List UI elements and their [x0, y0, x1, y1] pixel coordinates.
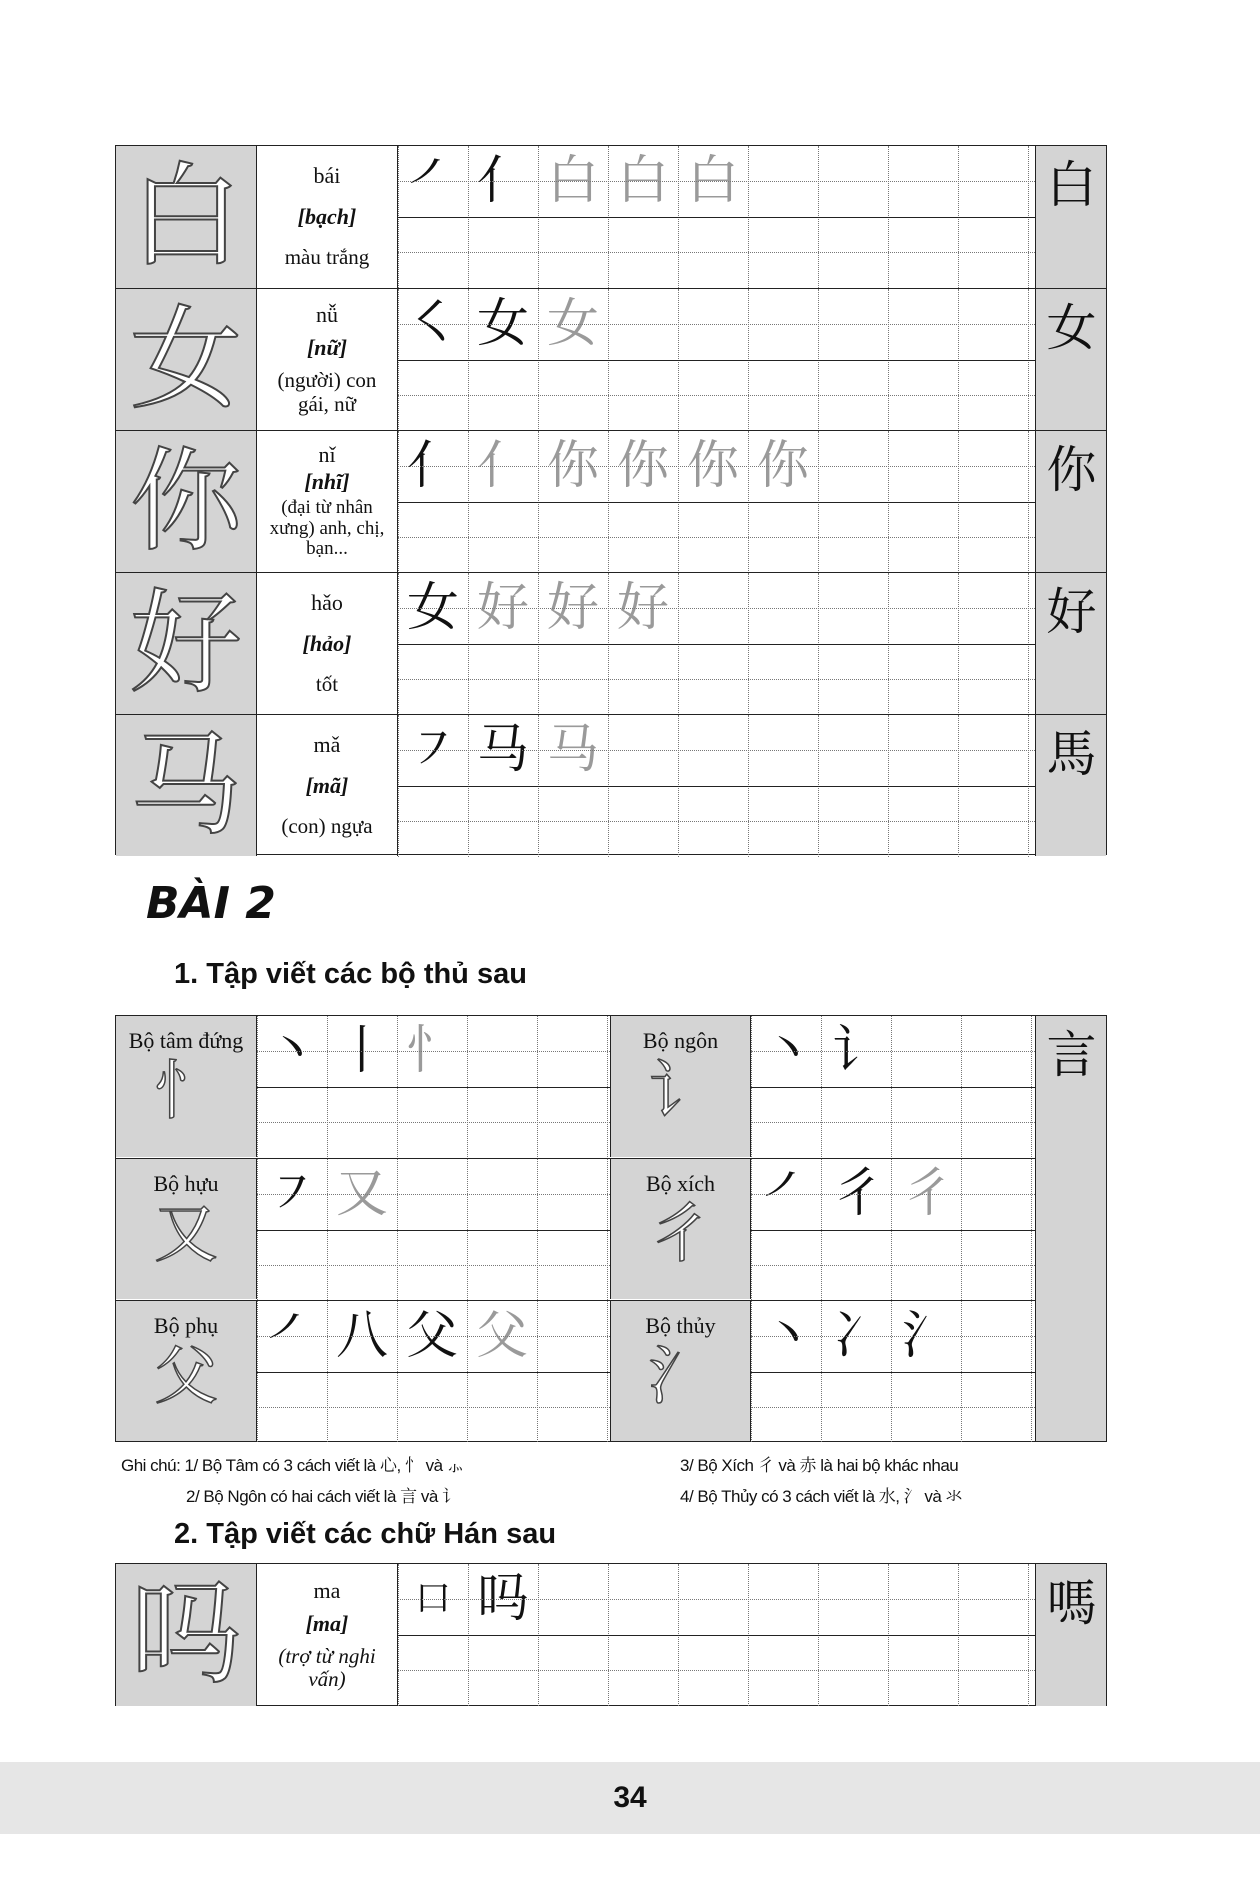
meaning: tốt	[315, 671, 339, 696]
radical-row	[116, 1016, 1106, 1157]
hanviet: [nữ]	[306, 335, 348, 361]
character-row	[116, 288, 1106, 430]
traditional-column	[1035, 146, 1106, 288]
note-1: Ghi chú: 1/ Bộ Tâm có 3 cách viết là 心, 忄 và ⺗	[121, 1456, 464, 1475]
stroke-step: 忄	[405, 1021, 458, 1081]
stroke-step: ㇇	[406, 720, 459, 780]
grid-row-line	[398, 217, 1037, 218]
stroke-step: 又	[335, 1164, 388, 1224]
note-4: 4/ Bộ Thủy có 3 cách viết là 水, 氵 và 氺	[680, 1487, 963, 1506]
traditional-column	[1035, 1564, 1106, 1706]
radical-name: Bộ hựu	[153, 1171, 219, 1196]
radical-character: 又	[154, 1198, 218, 1272]
traditional-character: 言	[1046, 1026, 1097, 1084]
stroke-step: 口	[414, 1578, 451, 1619]
practice-cells	[398, 146, 1035, 288]
stroke-step: 好	[546, 578, 599, 638]
grid-row-line	[751, 1051, 1037, 1052]
stroke-step: 你	[616, 436, 669, 496]
traditional-column	[1035, 573, 1106, 714]
character-row	[116, 572, 1106, 714]
radical-character: 氵	[648, 1340, 713, 1414]
character-info	[257, 146, 398, 288]
grid-row-line	[257, 1122, 610, 1123]
practice-cells	[398, 573, 1035, 714]
stroke-step: 八	[335, 1306, 388, 1366]
grid-row-line	[398, 395, 1037, 396]
radical-box	[116, 1016, 257, 1157]
stroke-step: 女	[546, 294, 599, 354]
grid-row-line	[257, 1051, 610, 1052]
grid-row-line	[398, 786, 1037, 787]
grid-row-line	[751, 1372, 1037, 1373]
grid-row-line	[257, 1230, 610, 1231]
grid-row-line	[257, 1407, 610, 1408]
radical-grid	[115, 1015, 1107, 1442]
lesson-title: BÀI 2	[146, 878, 276, 929]
stroke-step: 彳	[901, 1164, 954, 1224]
pinyin: bái	[313, 163, 341, 189]
big-character: 女	[116, 289, 257, 430]
practice-cells	[398, 289, 1035, 430]
stroke-step: 女	[406, 578, 459, 638]
stroke-step: 丶	[761, 1306, 814, 1366]
practice-cells	[398, 1564, 1035, 1706]
meaning: màu trắng	[284, 245, 370, 270]
radical-box	[116, 1301, 257, 1441]
radical-character: 父	[154, 1340, 218, 1414]
stroke-step: 丨	[335, 1021, 388, 1081]
pinyin: hǎo	[311, 590, 343, 616]
big-character: 马	[116, 715, 257, 856]
traditional-column	[1035, 431, 1106, 572]
meaning: (con) ngựa	[281, 813, 373, 838]
stroke-step: 女	[476, 294, 529, 354]
grid-row-line	[398, 608, 1037, 609]
stroke-step: ㇒	[761, 1164, 814, 1224]
radical-box	[610, 1016, 751, 1157]
stroke-step: 冫	[831, 1306, 884, 1366]
hanviet: [mã]	[305, 772, 349, 798]
hanviet: [bạch]	[297, 204, 357, 230]
stroke-step: 讠	[831, 1021, 884, 1081]
stroke-step: 你	[686, 436, 739, 496]
radical-row	[116, 1158, 1106, 1299]
grid-row-line	[398, 821, 1037, 822]
grid-row-line	[257, 1087, 610, 1088]
stroke-step: 吗	[476, 1569, 529, 1629]
stroke-step: 彳	[831, 1164, 884, 1224]
stroke-step: 马	[476, 720, 529, 780]
grid-row-line	[398, 502, 1037, 503]
stroke-step: 丶	[265, 1021, 318, 1081]
grid-row-line	[751, 1336, 1037, 1337]
traditional-character: 嗎	[1046, 1574, 1097, 1632]
grid-row-line	[398, 324, 1037, 325]
big-character: 吗	[116, 1564, 257, 1706]
traditional-column	[1035, 1016, 1106, 1441]
meaning: (người) con gái, nữ	[277, 368, 377, 416]
pinyin: mǎ	[313, 732, 341, 758]
grid-row-line	[398, 644, 1037, 645]
stroke-step: 父	[475, 1306, 528, 1366]
stroke-step: 白	[546, 151, 599, 211]
grid-row-line	[398, 537, 1037, 538]
traditional-column	[1035, 289, 1106, 430]
pinyin: nǐ	[318, 441, 336, 467]
grid-row-line	[398, 750, 1037, 751]
stroke-step: 好	[616, 578, 669, 638]
grid-row-line	[257, 1336, 610, 1337]
page-footer	[0, 1762, 1260, 1834]
traditional-character: 好	[1046, 583, 1097, 641]
character-row	[116, 1564, 1106, 1706]
traditional-character: 女	[1046, 299, 1097, 357]
radical-character: 忄	[154, 1055, 218, 1129]
section-heading-characters: 2. Tập viết các chữ Hán sau	[174, 1518, 557, 1550]
traditional-character: 馬	[1046, 725, 1097, 783]
stroke-step: 亻	[476, 436, 529, 496]
note-2: 2/ Bộ Ngôn có hai cách viết là 言 và 讠	[186, 1487, 459, 1506]
practice-cells	[398, 715, 1035, 856]
grid-row-line	[398, 252, 1037, 253]
hanviet: [nhĩ]	[304, 469, 350, 495]
stroke-step: 丶	[761, 1021, 814, 1081]
hanviet: [ma]	[305, 1610, 349, 1636]
stroke-step: 马	[546, 720, 599, 780]
grid-row-line	[257, 1372, 610, 1373]
grid-row-line	[398, 466, 1037, 467]
traditional-character: 你	[1046, 441, 1097, 499]
stroke-step: 白	[616, 151, 669, 211]
character-row	[116, 714, 1106, 856]
bottom-character-grid	[115, 1563, 1107, 1706]
stroke-step: 亻	[406, 436, 459, 496]
stroke-step: 白	[686, 151, 739, 211]
radical-name: Bộ tâm đứng	[128, 1028, 244, 1053]
character-info	[257, 573, 398, 714]
radical-row	[116, 1300, 1106, 1441]
grid-row-line	[398, 1635, 1037, 1636]
stroke-step: 父	[405, 1306, 458, 1366]
radical-name: Bộ thủy	[645, 1313, 716, 1338]
stroke-step: ㇒	[265, 1306, 318, 1366]
section-heading-radicals: 1. Tập viết các bộ thủ sau	[174, 958, 527, 990]
character-info	[257, 289, 398, 430]
pinyin: nǚ	[316, 302, 338, 328]
radical-box	[116, 1159, 257, 1299]
radical-name: Bộ ngôn	[642, 1028, 719, 1053]
grid-row-line	[751, 1230, 1037, 1231]
grid-row-line	[751, 1122, 1037, 1123]
stroke-step: ㇇	[265, 1164, 318, 1224]
grid-row-line	[398, 360, 1037, 361]
grid-row-line	[751, 1194, 1037, 1195]
character-row	[116, 430, 1106, 572]
grid-row-line	[257, 1265, 610, 1266]
grid-row-line	[398, 181, 1037, 182]
practice-cells	[398, 431, 1035, 572]
traditional-column	[1035, 715, 1106, 856]
grid-row-line	[751, 1265, 1037, 1266]
stroke-step: 氵	[901, 1306, 954, 1366]
big-character: 好	[116, 573, 257, 714]
radical-box	[610, 1159, 751, 1299]
character-row	[116, 146, 1106, 288]
grid-row-line	[257, 1194, 610, 1195]
traditional-character: 白	[1046, 156, 1097, 214]
grid-row-line	[751, 1087, 1037, 1088]
radical-character: 彳	[648, 1198, 713, 1272]
grid-row-line	[398, 1599, 1037, 1600]
meaning: (đại từ nhân xưng) anh, chị, bạn...	[269, 496, 385, 560]
character-info	[257, 715, 398, 856]
big-character: 你	[116, 431, 257, 572]
grid-row-line	[751, 1407, 1037, 1408]
stroke-step: ㇒	[406, 151, 459, 211]
stroke-step: 好	[476, 578, 529, 638]
radical-character: 讠	[648, 1055, 713, 1129]
character-info	[257, 431, 398, 572]
stroke-step: 亻	[476, 151, 529, 211]
hanviet: [hảo]	[302, 630, 352, 656]
radical-name: Bộ xích	[645, 1171, 716, 1196]
pinyin: ma	[313, 1577, 341, 1603]
stroke-step: 你	[756, 436, 809, 496]
note-3: 3/ Bộ Xích 彳 và 赤 là hai bộ khác nhau	[680, 1456, 959, 1475]
stroke-step: 你	[546, 436, 599, 496]
big-character: 白	[116, 146, 257, 288]
meaning: (trợ từ nghi vấn)	[278, 1644, 376, 1692]
top-character-grid	[115, 145, 1107, 855]
character-info	[257, 1564, 398, 1706]
page-number: 34	[613, 1781, 647, 1814]
radical-box	[610, 1301, 751, 1441]
grid-row-line	[398, 679, 1037, 680]
radical-name: Bộ phụ	[153, 1313, 219, 1338]
grid-row-line	[398, 1670, 1037, 1671]
stroke-step: ㇛	[406, 294, 459, 354]
